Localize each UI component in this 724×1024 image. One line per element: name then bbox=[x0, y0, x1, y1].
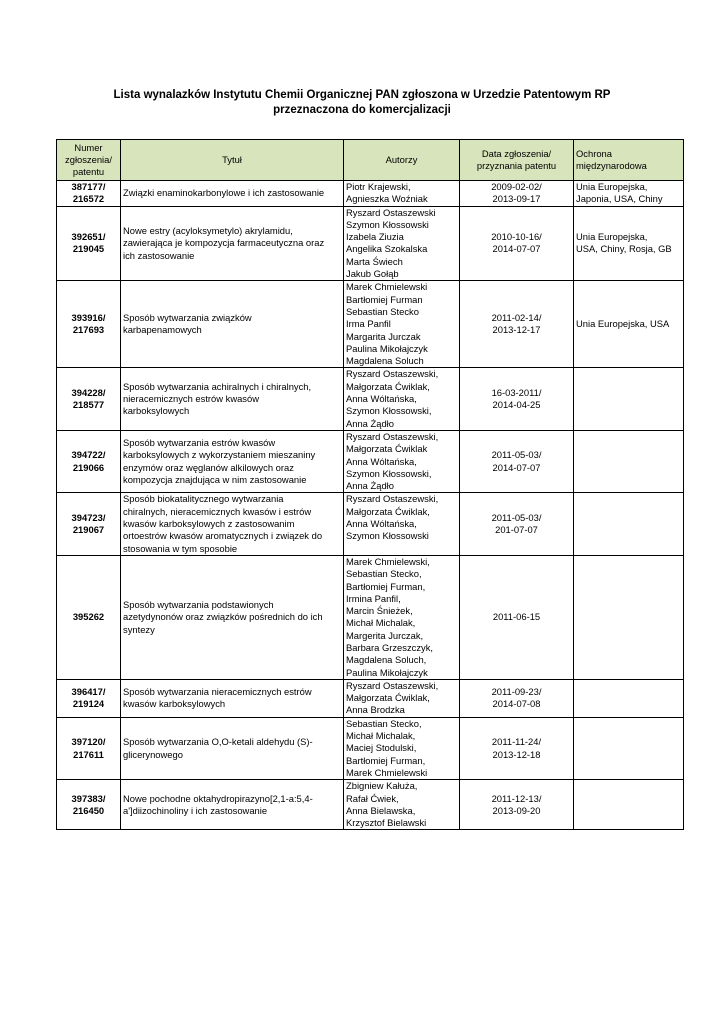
patent-number-line: 217611 bbox=[73, 748, 104, 760]
patent-authors-line: Piotr Krajewski, bbox=[346, 181, 411, 192]
patent-authors-line: Zbigniew Kałuża, bbox=[346, 780, 418, 792]
patent-title-line: Sposób biokatalitycznego wytwarzania bbox=[123, 493, 284, 505]
patent-number-cell bbox=[57, 679, 121, 717]
header-number-line: patentu bbox=[72, 166, 105, 178]
patent-title-line: azetydynonów oraz związków pośrednich do ich bbox=[123, 611, 323, 623]
patent-date-cell bbox=[460, 679, 574, 717]
patent-date-line: 2010-10-16/ bbox=[491, 231, 542, 243]
patent-title-line: stosowania w tym sposobie bbox=[123, 542, 238, 554]
patent-authors-line: Marek Chmielewski bbox=[346, 281, 428, 293]
patent-number-line: 218577 bbox=[72, 399, 105, 411]
patent-title-line: enzymów oraz węglanów alkilowych oraz bbox=[123, 461, 294, 473]
patent-date-line: 2013-09-17 bbox=[492, 193, 541, 205]
patent-title-line: kwasów karboksylowych z zastosowanim bbox=[123, 518, 295, 530]
patent-date-line: 2011-12-13/ bbox=[491, 792, 542, 804]
patent-authors-line: Małgorzata Ćwiklak, bbox=[346, 692, 430, 704]
patent-title-line: Sposób wytwarzania estrów kwasów bbox=[123, 437, 276, 449]
patent-authors-line: Szymon Kłossowski, bbox=[346, 467, 432, 479]
patent-authors-line: Anna Wóltańska, bbox=[346, 455, 417, 467]
patent-authors-cell bbox=[344, 181, 460, 207]
patent-protection-cell bbox=[574, 717, 684, 779]
patent-date-line: 2014-07-07 bbox=[492, 461, 541, 473]
patent-date-cell bbox=[460, 493, 574, 555]
patent-authors-line: Małgorzata Ćwiklak, bbox=[346, 505, 430, 517]
table-row bbox=[57, 281, 684, 368]
patent-authors-cell bbox=[344, 206, 460, 281]
patent-authors-line: Izabela Ziuzia bbox=[346, 231, 404, 243]
patent-authors-line: Maciej Stodulski, bbox=[346, 742, 417, 754]
patent-authors-cell bbox=[344, 281, 460, 368]
patent-date-line: 201-07-07 bbox=[495, 524, 538, 536]
patent-date-line: 2011-06-15 bbox=[492, 611, 541, 623]
patent-authors-cell bbox=[344, 493, 460, 555]
table-row bbox=[57, 368, 684, 430]
patent-number-line: 387177/ bbox=[71, 181, 106, 192]
patent-authors-line: Marek Chmielewski bbox=[346, 766, 428, 778]
patent-authors-line: Irmina Panfil, bbox=[346, 592, 401, 604]
patent-title-line: kwasów karboksylowych bbox=[123, 698, 226, 710]
patent-authors-line: Szymon Kłossowski, bbox=[346, 405, 432, 417]
patent-number-cell bbox=[57, 206, 121, 281]
patent-title-line: a']diizochinoliny i ich zastosowanie bbox=[123, 804, 268, 816]
patent-authors-line: Paulina Mikołajczyk bbox=[346, 666, 428, 678]
patent-authors-line: Ryszard Ostaszewski, bbox=[346, 679, 439, 691]
patent-title-line: syntezy bbox=[123, 623, 155, 635]
table-row bbox=[57, 679, 684, 717]
patent-protection-cell bbox=[574, 281, 684, 368]
patent-authors-line: Bartłomiej Furman, bbox=[346, 580, 426, 592]
header-date-line: przyznania patentu bbox=[476, 160, 557, 171]
patent-number-line: 397120/ bbox=[71, 736, 106, 748]
patent-date-cell bbox=[460, 181, 574, 207]
patent-protection-cell bbox=[574, 679, 684, 717]
header-protection bbox=[574, 140, 684, 181]
patent-number-line: 216450 bbox=[72, 804, 105, 816]
document-title-line-1: Lista wynalazków Instytutu Chemii Organicznej PAN zgłoszona w Urzedzie Patentowym RP bbox=[113, 89, 611, 101]
patent-date-cell bbox=[460, 368, 574, 430]
patent-protection-cell bbox=[574, 555, 684, 679]
patent-title-line: Sposób wytwarzania achiralnych i chiralnych, bbox=[123, 380, 312, 392]
patent-authors-line: Margerita Jurczak, bbox=[346, 629, 424, 641]
patent-authors-line: Marek Chmielewski, bbox=[346, 555, 430, 567]
patent-authors-line: Szymon Kłossowski bbox=[346, 218, 429, 230]
patent-number-line: 394723/ bbox=[71, 511, 106, 523]
patent-number-cell bbox=[57, 493, 121, 555]
patent-title-cell bbox=[121, 281, 344, 368]
patent-authors-line: Jakub Gołąb bbox=[346, 268, 399, 280]
patent-title-line: ich zastosowanie bbox=[123, 249, 195, 261]
patent-authors-line: Anna Brodzka bbox=[346, 704, 405, 716]
patent-date-line: 2013-09-20 bbox=[492, 804, 541, 816]
patent-number-cell bbox=[57, 368, 121, 430]
patent-authors-line: Małgorzata Ćwiklak, bbox=[346, 380, 430, 392]
patent-protection-cell bbox=[574, 780, 684, 830]
header-number bbox=[57, 140, 121, 181]
patent-authors-line: Bartłomiej Furman, bbox=[346, 754, 426, 766]
patent-authors-cell bbox=[344, 717, 460, 779]
patent-date-line: 2011-05-03/ bbox=[491, 449, 542, 461]
patent-authors-line: Anna Bielawska, bbox=[346, 804, 416, 816]
document-title-line-2: przeznaczona do komercjalizacji bbox=[273, 104, 451, 116]
patent-authors-line: Ryszard Ostaszewski, bbox=[346, 368, 439, 380]
patent-protection-line: Unia Europejska, USA bbox=[576, 318, 670, 330]
patent-date-cell bbox=[460, 717, 574, 779]
patent-protection-cell bbox=[574, 206, 684, 281]
patent-authors-line: Irma Panfil bbox=[346, 318, 391, 330]
patent-date-line: 2013-12-17 bbox=[492, 324, 541, 336]
patent-date-cell bbox=[460, 780, 574, 830]
patent-date-line: 2011-02-14/ bbox=[491, 312, 542, 324]
table-row bbox=[57, 430, 684, 492]
patent-authors-line: Anna Żądło bbox=[346, 480, 394, 492]
patent-authors-cell bbox=[344, 368, 460, 430]
patent-authors-cell bbox=[344, 430, 460, 492]
patent-authors-line: Marcin Śnieżek, bbox=[346, 605, 413, 617]
table-row bbox=[57, 206, 684, 281]
patent-title-line: Związki enaminokarbonylowe i ich zastosowanie bbox=[123, 187, 325, 199]
patent-date-line: 2014-07-07 bbox=[492, 243, 541, 255]
patent-authors-cell bbox=[344, 780, 460, 830]
table-row bbox=[57, 181, 684, 207]
patent-title-line: Nowe pochodne oktahydropirazyno[2,1-a:5,4- bbox=[123, 792, 313, 804]
patent-number-cell bbox=[57, 717, 121, 779]
header-title: Tytuł bbox=[121, 140, 344, 181]
patent-date-cell bbox=[460, 430, 574, 492]
patent-title-line: kompozycja znajdująca w nim zastosowanie bbox=[123, 473, 307, 485]
patent-number-line: 219124 bbox=[72, 698, 105, 710]
patent-number-cell bbox=[57, 181, 121, 207]
table-row bbox=[57, 493, 684, 555]
patent-title-line: Sposób wytwarzania związków bbox=[123, 312, 252, 324]
patent-title-cell bbox=[121, 368, 344, 430]
patent-authors-line: Marta Świech bbox=[346, 255, 403, 267]
patent-title-cell bbox=[121, 679, 344, 717]
patent-title-cell bbox=[121, 181, 344, 207]
patent-number-line: 219067 bbox=[72, 524, 105, 536]
patent-number-line: 219066 bbox=[72, 461, 105, 473]
patent-title-line: Nowe estry (acyloksymetylo) akrylamidu, bbox=[123, 225, 293, 237]
patent-authors-line: Michał Michalak, bbox=[346, 730, 416, 742]
header-number-line: Numer bbox=[74, 141, 103, 153]
patent-title-line: Sposób wytwarzania O,O-ketali aldehydu (S)- bbox=[123, 736, 313, 748]
patent-authors-cell bbox=[344, 555, 460, 679]
header-number-line: zgłoszenia/ bbox=[65, 153, 112, 165]
patent-protection-line: Unia Europejska, bbox=[576, 181, 648, 192]
patent-date-line: 2014-07-08 bbox=[492, 698, 541, 710]
patent-title-line: karbapenamowych bbox=[123, 324, 202, 336]
patent-date-line: 2013-12-18 bbox=[492, 748, 541, 760]
table-row bbox=[57, 717, 684, 779]
patent-number-line: 392651/ bbox=[71, 231, 106, 243]
header-protection-line: międzynarodowa bbox=[576, 160, 647, 171]
patent-number-line: 394722/ bbox=[71, 449, 106, 461]
patent-authors-line: Sebastian Stecko, bbox=[346, 568, 422, 580]
patent-number-cell bbox=[57, 555, 121, 679]
patent-authors-line: Ryszard Ostaszewski bbox=[346, 206, 436, 218]
patent-number-line: 393916/ bbox=[71, 312, 106, 324]
patent-number-line: 394228/ bbox=[71, 386, 106, 398]
patent-number-cell bbox=[57, 780, 121, 830]
patent-number-line: 216572 bbox=[72, 193, 105, 205]
patent-authors-cell bbox=[344, 679, 460, 717]
table-header bbox=[57, 140, 684, 181]
table-row bbox=[57, 780, 684, 830]
patent-protection-line: USA, Chiny, Rosja, GB bbox=[576, 243, 672, 255]
patent-authors-line: Magdalena Soluch, bbox=[346, 654, 427, 666]
patent-table bbox=[56, 139, 684, 830]
patent-title-cell bbox=[121, 780, 344, 830]
patent-title-line: Sposób wytwarzania nieracemicznych estrów bbox=[123, 686, 312, 698]
patent-date-cell bbox=[460, 206, 574, 281]
patent-number-line: 219045 bbox=[72, 243, 105, 255]
patent-title-line: glicerynowego bbox=[123, 748, 183, 760]
patent-title-line: chiralnych, nieracemicznych kwasów i estrów bbox=[123, 505, 312, 517]
patent-authors-line: Rafał Ćwiek, bbox=[346, 792, 399, 804]
patent-protection-cell bbox=[574, 493, 684, 555]
patent-number-line: 396417/ bbox=[71, 686, 106, 698]
patent-title-line: zawierająca je kompozycja farmaceutyczna oraz bbox=[123, 237, 325, 249]
patent-date-line: 2011-05-03/ bbox=[491, 511, 542, 523]
patent-number-line: 397383/ bbox=[71, 792, 106, 804]
header-row bbox=[57, 140, 684, 181]
patent-authors-line: Agnieszka Woźniak bbox=[346, 193, 428, 205]
patent-title-cell bbox=[121, 555, 344, 679]
patent-authors-line: Paulina Mikołajczyk bbox=[346, 342, 428, 354]
patent-date-cell bbox=[460, 555, 574, 679]
patent-authors-line: Margarita Jurczak bbox=[346, 330, 421, 342]
patent-date-line: 2014-04-25 bbox=[492, 399, 541, 411]
patent-authors-line: Bartłomiej Furman bbox=[346, 293, 423, 305]
header-date bbox=[460, 140, 574, 181]
patent-protection-cell bbox=[574, 181, 684, 207]
patent-title-line: nieracemicznych estrów kwasów bbox=[123, 393, 259, 405]
patent-title-line: Sposób wytwarzania podstawionych bbox=[123, 598, 274, 610]
patent-authors-line: Anna Wóltańska, bbox=[346, 393, 417, 405]
header-authors: Autorzy bbox=[344, 140, 460, 181]
patent-authors-line: Anna Wóltańska, bbox=[346, 518, 417, 530]
patent-title-cell bbox=[121, 717, 344, 779]
patent-title-cell bbox=[121, 430, 344, 492]
patent-number-line: 395262 bbox=[72, 611, 105, 623]
patent-authors-line: Ryszard Ostaszewski, bbox=[346, 493, 439, 505]
patent-date-line: 2009-02-02/ bbox=[491, 181, 542, 192]
patent-authors-line: Anna Żądło bbox=[346, 417, 394, 429]
patent-protection-cell bbox=[574, 368, 684, 430]
patent-date-cell bbox=[460, 281, 574, 368]
patent-title-cell bbox=[121, 493, 344, 555]
patent-authors-line: Sebastian Stecko, bbox=[346, 717, 422, 729]
patent-title-line: ortoestrów kwasów aromatycznych i związek do bbox=[123, 530, 323, 542]
patent-protection-cell bbox=[574, 430, 684, 492]
patent-number-line: 217693 bbox=[72, 324, 105, 336]
patent-authors-line: Angelika Szokalska bbox=[346, 243, 428, 255]
patent-number-cell bbox=[57, 281, 121, 368]
patent-title-line: karboksylowych z wykorzystaniem mieszaniny bbox=[123, 449, 316, 461]
patent-authors-line: Krzysztof Bielawski bbox=[346, 817, 427, 829]
patent-protection-line: Japonia, USA, Chiny bbox=[576, 193, 663, 205]
table-row bbox=[57, 555, 684, 679]
patent-authors-line: Michał Michalak, bbox=[346, 617, 416, 629]
patent-title-line: karboksylowych bbox=[123, 405, 190, 417]
table-body bbox=[57, 181, 684, 830]
patent-authors-line: Sebastian Stecko bbox=[346, 305, 419, 317]
patent-protection-line: Unia Europejska, bbox=[576, 231, 648, 243]
document-title bbox=[0, 88, 724, 118]
header-date-line: Data zgłoszenia/ bbox=[481, 147, 552, 159]
patent-number-cell bbox=[57, 430, 121, 492]
patent-date-line: 2011-09-23/ bbox=[491, 686, 542, 698]
patent-authors-line: Magdalena Soluch bbox=[346, 355, 424, 367]
header-protection-line: Ochrona bbox=[576, 147, 612, 159]
patent-authors-line: Barbara Grzeszczyk, bbox=[346, 641, 434, 653]
patent-authors-line: Szymon Kłossowski bbox=[346, 530, 429, 542]
patent-date-line: 16-03-2011/ bbox=[491, 386, 542, 398]
patent-authors-line: Ryszard Ostaszewski, bbox=[346, 430, 439, 442]
patent-title-cell bbox=[121, 206, 344, 281]
patent-date-line: 2011-11-24/ bbox=[491, 736, 542, 748]
patent-authors-line: Małgorzata Ćwiklak bbox=[346, 443, 428, 455]
